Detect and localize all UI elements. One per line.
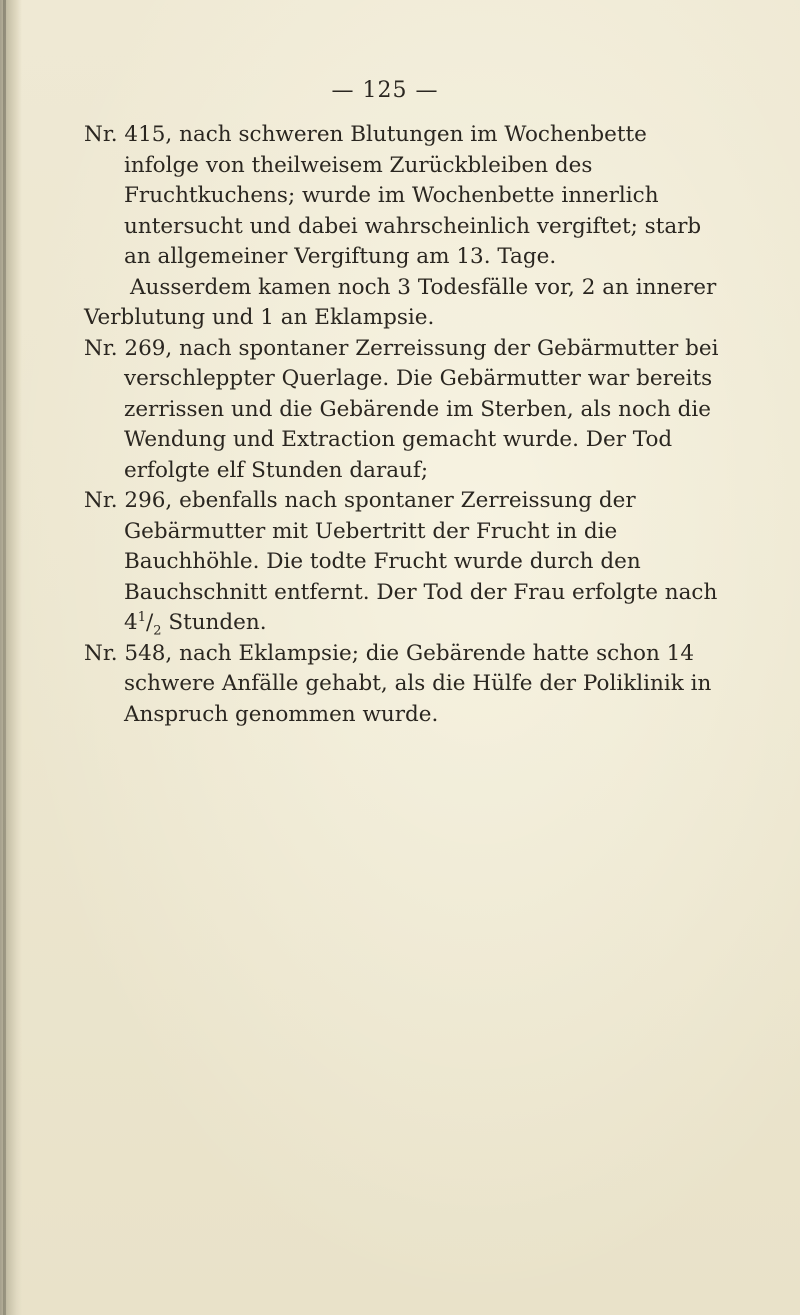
entry-nr-296-text: Nr. 296, ebenfalls nach spontaner Zerreissung der Gebärmutter mit Uebertritt der Frucht in die Bauchhöhle. Die todte Frucht wurde durch den Bauchschnitt entfernt. Der Tod der Frau erfolgte nach 4 bbox=[84, 488, 718, 635]
summary-paragraph: Ausserdem kamen noch 3 Todesfälle vor, 2 an innerer Verblutung und 1 an Eklampsie. bbox=[84, 274, 717, 330]
entry-nr-296 bbox=[84, 486, 724, 639]
fraction-numerator: 1 bbox=[137, 609, 146, 625]
page-number: — 125 — bbox=[331, 78, 439, 103]
entry-nr-415: Nr. 415, nach schweren Blutungen im Wochenbette infolge von theilweisem Zurückbleiben des Fruchtkuchens; wurde im Wochenbette innerlich untersucht und dabei wahrscheinlich vergiftet; starb an allgemeiner Vergiftung am 13. Tage. bbox=[84, 122, 702, 269]
fraction-one-half: $^1/_2$ bbox=[137, 609, 162, 639]
entry-nr-296-tail: Stunden. bbox=[161, 610, 267, 635]
entry-nr-548: Nr. 548, nach Eklampsie; die Gebärende hatte schon 14 schwere Anfälle gehabt, als die Hülfe der Poliklinik in Anspruch genommen wurde. bbox=[84, 640, 712, 727]
entry-nr-269: Nr. 269, nach spontaner Zerreissung der Gebärmutter bei verschleppter Querlage. Die Gebärmutter war bereits zerrissen und die Gebärende im Sterben, als noch die Wendung und Extraction gemacht wurde. Der Tod erfolgte elf Stunden darauf; bbox=[84, 335, 719, 483]
binding-line bbox=[3, 0, 6, 1315]
body-text bbox=[84, 120, 724, 730]
fraction-denominator: 2 bbox=[153, 623, 162, 639]
